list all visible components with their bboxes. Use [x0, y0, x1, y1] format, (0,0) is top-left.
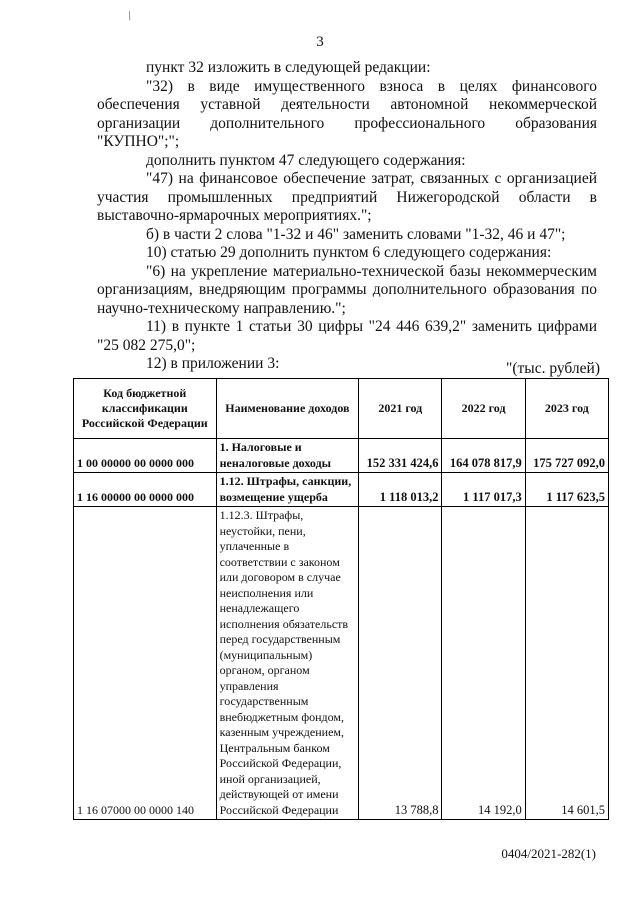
document-body — [97, 59, 597, 374]
header-code: Код бюджетной классификации Российской Федерации — [74, 379, 217, 439]
row-value-2022: 164 078 817,9 — [442, 439, 525, 473]
row-name: 1. Налоговые и неналоговые доходы — [216, 439, 359, 473]
row-value-2023: 1 117 623,5 — [525, 473, 608, 507]
paragraph-appendix-3: 12) в приложении 3: — [146, 355, 280, 372]
document-code: 0404/2021-282(1) — [501, 846, 596, 861]
paragraph-article-29: 10) статью 29 дополнить пунктом 6 следующего содержания: — [146, 244, 552, 261]
paragraph-part-2: б) в части 2 слова "1-32 и 46" заменить словами "1-32, 46 и 47"; — [146, 225, 566, 243]
row-code: 1 16 07000 00 0000 140 — [74, 507, 217, 820]
row-value-2022: 14 192,0 — [442, 507, 525, 820]
table-row — [74, 507, 609, 820]
revenue-table — [73, 378, 609, 820]
row-value-2023: 175 727 092,0 — [525, 439, 608, 473]
page-number: 3 — [316, 34, 324, 50]
row-name: 1.12.3. Штрафы, неустойки, пени, уплаченные в соответствии с законом или договором в случае неисполнения или ненадлежащего исполнения обязательств перед государственным (муниципальным) органом, органом управления государственным внебюджетным фондом, казенным учреждением, Центральным банком Российской Федерации, иной организацией, действующей от имени Российской Федерации — [216, 507, 359, 820]
table-header-row — [74, 379, 609, 439]
row-value-2022: 1 117 017,3 — [442, 473, 525, 507]
row-value-2021: 1 118 013,2 — [359, 473, 442, 507]
paragraph-item-47: "47) на финансовое обеспечение затрат, связанных с организацией участия промышленных предприятий Нижегородской области в выставочно-ярмарочных мероприятиях."; — [97, 170, 597, 224]
row-value-2023: 14 601,5 — [525, 507, 608, 820]
paragraph-article-30: 11) в пункте 1 статьи 30 цифры "24 446 639,2" заменить цифрами "25 082 275,0"; — [97, 318, 597, 354]
corner-mark: / — [125, 7, 134, 24]
unit-label: "(тыс. рублей) — [506, 360, 600, 377]
paragraph-intro: пункт 32 изложить в следующей редакции: — [146, 59, 431, 76]
paragraph-item-32: "32) в виде имущественного взноса в целях финансового обеспечения уставной деятельности автономной некоммерческой организации дополнительного профессионального образования "КУПНО";"; — [97, 77, 597, 150]
header-2021: 2021 год — [359, 379, 442, 439]
row-value-2021: 152 331 424,6 — [359, 439, 442, 473]
row-name: 1.12. Штрафы, санкции, возмещение ущерба — [216, 473, 359, 507]
header-2023: 2023 год — [525, 379, 608, 439]
table-row — [74, 473, 609, 507]
paragraph-add-47: дополнить пунктом 47 следующего содержания: — [146, 151, 466, 169]
row-value-2021: 13 788,8 — [359, 507, 442, 820]
row-code: 1 00 00000 00 0000 000 — [74, 439, 217, 473]
table-row — [74, 439, 609, 473]
header-2022: 2022 год — [442, 379, 525, 439]
paragraph-item-6: "6) на укрепление материально-технической базы некоммерческим организациям, внедряющим программы дополнительного образования по научно-техническому направлению."; — [97, 262, 597, 317]
header-name: Наименование доходов — [216, 379, 359, 439]
row-code: 1 16 00000 00 0000 000 — [74, 473, 217, 507]
